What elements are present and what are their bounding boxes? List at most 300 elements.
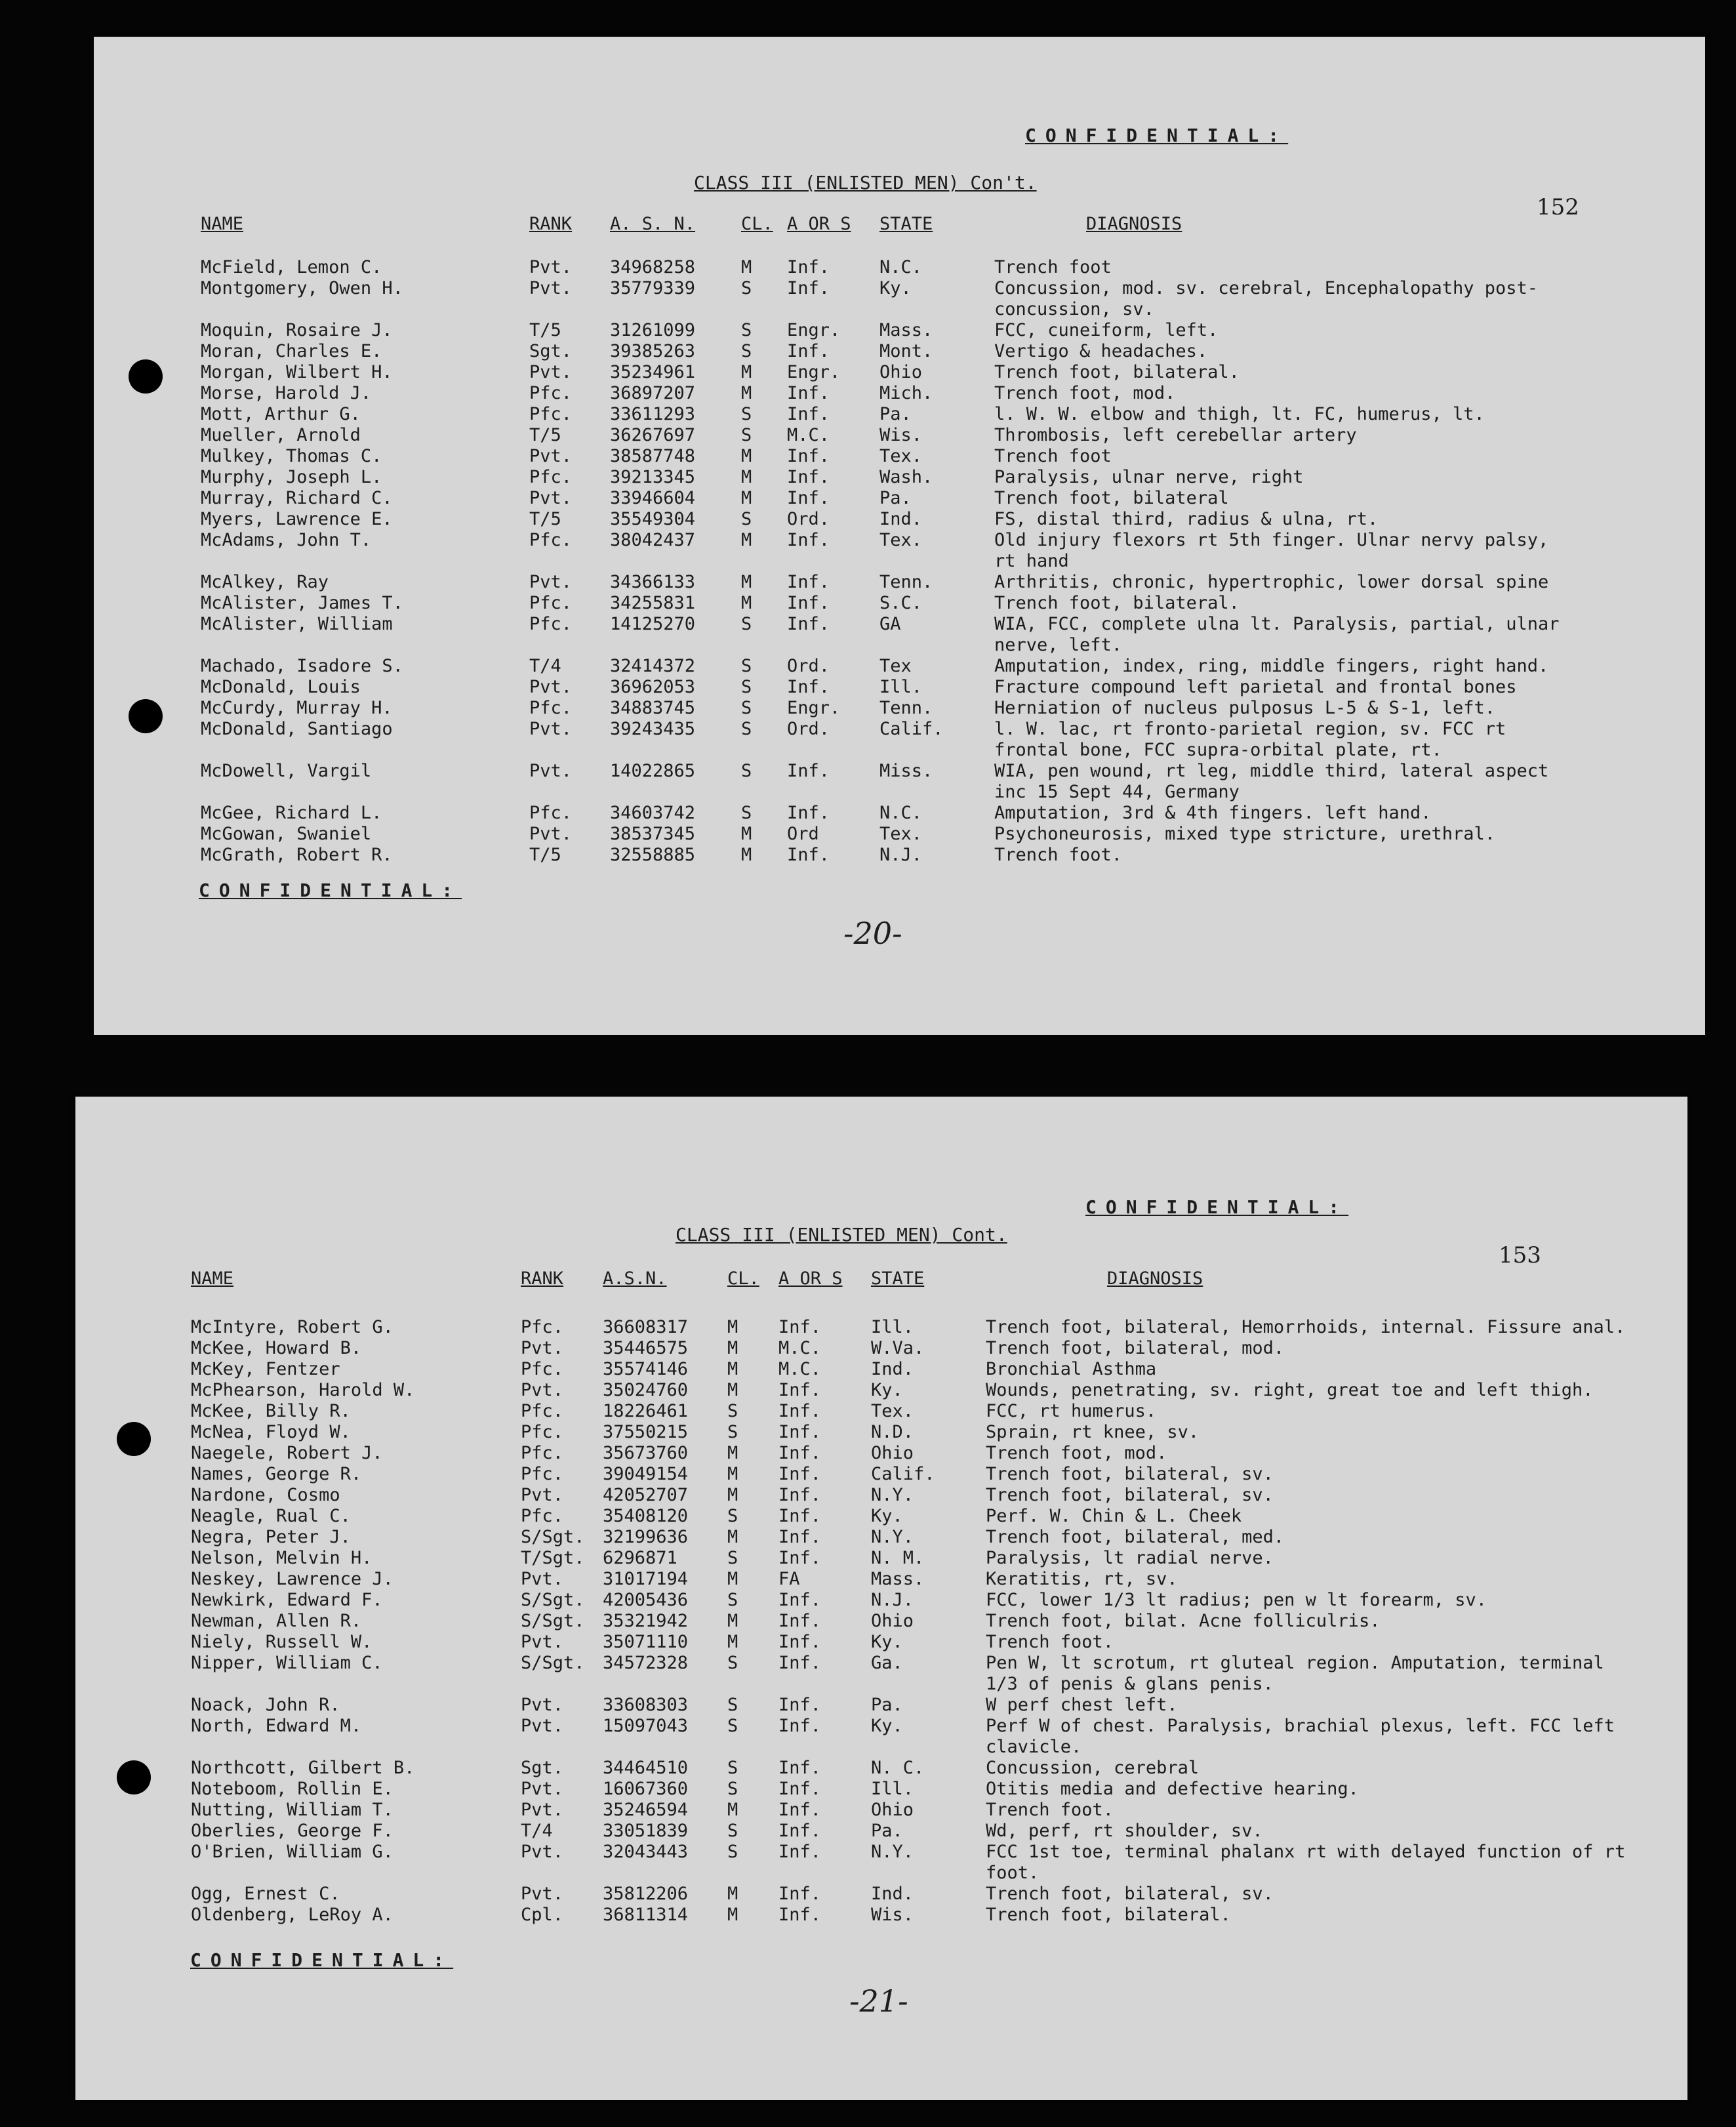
cell-cl: S (727, 1422, 738, 1442)
cell-state: Wash. (879, 467, 933, 487)
cell-state: N.Y. (871, 1485, 914, 1505)
cell-rank: Pvt. (529, 257, 573, 277)
page-number: 153 (1499, 1242, 1541, 1268)
cell-rank: T/4 (529, 656, 561, 676)
cell-state: Pa. (879, 488, 912, 508)
cell-a-or-s: Inf. (778, 1905, 822, 1925)
cell-diagnosis: FCC, rt humerus. (986, 1401, 1157, 1421)
cell-diagnosis: Perf. W. Chin & L. Cheek (986, 1506, 1242, 1526)
cell-state: N.Y. (871, 1842, 914, 1862)
cell-diagnosis: Trench foot, bilateral. (994, 362, 1240, 382)
cell-a-or-s: Inf. (778, 1527, 822, 1547)
cell-name: McKey, Fentzer (191, 1359, 340, 1379)
cell-diagnosis: Trench foot, bilateral, sv. (986, 1464, 1274, 1484)
cell-diagnosis: Trench foot. (986, 1800, 1114, 1820)
cell-rank: Pvt. (529, 677, 573, 697)
cell-state: N. M. (871, 1548, 925, 1568)
cell-cl: M (741, 446, 752, 466)
cell-cl: M (741, 845, 752, 865)
cell-asn: 36897207 (610, 383, 696, 403)
cell-name: Murray, Richard C. (201, 488, 393, 508)
cell-name: Myers, Lawrence E. (201, 509, 393, 529)
cell-state: Wis. (871, 1905, 914, 1925)
cell-state: Ind. (879, 509, 923, 529)
cell-name: Noack, John R. (191, 1695, 340, 1715)
cell-rank: Pfc. (529, 803, 573, 823)
cell-asn: 39049154 (603, 1464, 689, 1484)
header-a-or-s: A OR S (778, 1268, 843, 1289)
header-rank: RANK (529, 214, 573, 234)
confidential-header: CONFIDENTIAL: (1085, 1196, 1349, 1218)
cell-rank: T/5 (529, 845, 561, 865)
cell-a-or-s: Inf. (778, 1632, 822, 1652)
cell-cl: S (727, 1695, 738, 1715)
cell-a-or-s: Inf. (778, 1611, 822, 1631)
cell-cl: M (741, 593, 752, 613)
cell-state: Mass. (871, 1569, 925, 1589)
cell-cl: M (727, 1884, 738, 1904)
cell-asn: 31017194 (603, 1569, 689, 1589)
cell-asn: 32199636 (603, 1527, 689, 1547)
cell-a-or-s: Inf. (778, 1548, 822, 1568)
cell-asn: 33611293 (610, 404, 696, 424)
cell-rank: Pvt. (521, 1716, 564, 1736)
cell-rank: Pvt. (521, 1842, 564, 1862)
cell-rank: Sgt. (521, 1758, 564, 1778)
cell-name: Negra, Peter J. (191, 1527, 351, 1547)
cell-state: Tex. (871, 1401, 914, 1421)
cell-state: Ohio (871, 1800, 914, 1820)
cell-asn: 42005436 (603, 1590, 689, 1610)
cell-name: Oberlies, George F. (191, 1821, 394, 1841)
cell-a-or-s: Inf. (778, 1716, 822, 1736)
cell-diagnosis: FCC 1st toe, terminal phalanx rt with delayed function of rt foot. (986, 1842, 1626, 1883)
cell-a-or-s: Engr. (787, 362, 841, 382)
cell-diagnosis: Bronchial Asthma (986, 1359, 1157, 1379)
cell-rank: Pfc. (521, 1464, 564, 1484)
cell-cl: S (741, 614, 752, 634)
cell-asn: 36608317 (603, 1317, 689, 1337)
cell-state: Calif. (879, 719, 944, 739)
header-asn: A. S. N. (610, 214, 696, 234)
cell-diagnosis: FS, distal third, radius & ulna, rt. (994, 509, 1379, 529)
cell-a-or-s: Engr. (787, 698, 841, 718)
cell-state: Ohio (879, 362, 923, 382)
punch-hole (129, 699, 163, 733)
cell-asn: 35446575 (603, 1338, 689, 1358)
cell-cl: S (741, 677, 752, 697)
cell-cl: S (727, 1653, 738, 1673)
cell-rank: S/Sgt. (521, 1611, 585, 1631)
cell-a-or-s: Inf. (787, 572, 830, 592)
cell-diagnosis: Amputation, index, ring, middle fingers, right hand. (994, 656, 1549, 676)
header-cl: CL. (741, 214, 773, 234)
cell-name: McKee, Billy R. (191, 1401, 351, 1421)
cell-name: McDowell, Vargil (201, 761, 372, 781)
cell-diagnosis: l. W. W. elbow and thigh, lt. FC, humerus, lt. (994, 404, 1485, 424)
cell-asn: 37550215 (603, 1422, 689, 1442)
punch-hole (117, 1422, 151, 1456)
cell-name: Machado, Isadore S. (201, 656, 403, 676)
cell-a-or-s: Inf. (778, 1821, 822, 1841)
cell-a-or-s: Inf. (778, 1485, 822, 1505)
cell-asn: 35779339 (610, 278, 696, 298)
cell-state: W.Va. (871, 1338, 925, 1358)
cell-rank: Pfc. (529, 404, 573, 424)
cell-cl: M (727, 1527, 738, 1547)
cell-rank: Pvt. (521, 1884, 564, 1904)
cell-a-or-s: Inf. (778, 1779, 822, 1799)
cell-asn: 32558885 (610, 845, 696, 865)
cell-asn: 35071110 (603, 1632, 689, 1652)
cell-name: McGowan, Swaniel (201, 824, 372, 844)
cell-cl: M (727, 1611, 738, 1631)
confidential-footer: CONFIDENTIAL: (199, 880, 462, 901)
cell-name: McAlister, William (201, 614, 393, 634)
cell-state: S.C. (879, 593, 923, 613)
cell-a-or-s: Inf. (778, 1506, 822, 1526)
cell-asn: 6296871 (603, 1548, 677, 1568)
cell-diagnosis: Psychoneurosis, mixed type stricture, urethral. (994, 824, 1496, 844)
cell-cl: S (741, 320, 752, 340)
cell-asn: 33051839 (603, 1821, 689, 1841)
cell-rank: Pvt. (529, 719, 573, 739)
cell-rank: S/Sgt. (521, 1590, 585, 1610)
cell-state: Ky. (871, 1380, 903, 1400)
cell-name: Mueller, Arnold (201, 425, 361, 445)
cell-a-or-s: M.C. (787, 425, 830, 445)
cell-state: N.J. (879, 845, 923, 865)
cell-cl: M (741, 824, 752, 844)
cell-rank: Pvt. (521, 1800, 564, 1820)
cell-state: N.D. (871, 1422, 914, 1442)
cell-name: Newman, Allen R. (191, 1611, 362, 1631)
confidential-footer: CONFIDENTIAL: (190, 1949, 454, 1971)
cell-state: Wis. (879, 425, 923, 445)
cell-asn: 39213345 (610, 467, 696, 487)
cell-state: Ill. (871, 1317, 914, 1337)
cell-state: N.C. (879, 803, 923, 823)
cell-diagnosis: Wounds, penetrating, sv. right, great toe and left thigh. (986, 1380, 1594, 1400)
cell-state: Ill. (879, 677, 923, 697)
cell-cl: M (741, 257, 752, 277)
cell-asn: 34464510 (603, 1758, 689, 1778)
cell-a-or-s: Inf. (778, 1443, 822, 1463)
cell-cl: M (727, 1485, 738, 1505)
cell-asn: 34572328 (603, 1653, 689, 1673)
cell-diagnosis: Amputation, 3rd & 4th fingers. left hand. (994, 803, 1432, 823)
cell-diagnosis: Trench foot, bilateral, med. (986, 1527, 1285, 1547)
cell-state: GA (879, 614, 901, 634)
cell-asn: 35321942 (603, 1611, 689, 1631)
cell-asn: 35234961 (610, 362, 696, 382)
cell-name: McAlkey, Ray (201, 572, 329, 592)
cell-cl: M (727, 1443, 738, 1463)
cell-cl: M (727, 1569, 738, 1589)
cell-state: Mass. (879, 320, 933, 340)
cell-name: Niely, Russell W. (191, 1632, 373, 1652)
cell-state: Tex (879, 656, 912, 676)
cell-asn: 42052707 (603, 1485, 689, 1505)
cell-a-or-s: Inf. (787, 530, 830, 550)
cell-name: McDonald, Louis (201, 677, 361, 697)
cell-cl: S (727, 1758, 738, 1778)
cell-state: Ind. (871, 1359, 914, 1379)
cell-diagnosis: Trench foot, bilateral, mod. (986, 1338, 1285, 1358)
cell-cl: S (741, 698, 752, 718)
cell-a-or-s: Ord. (787, 509, 830, 529)
cell-cl: M (741, 530, 752, 550)
cell-diagnosis: Thrombosis, left cerebellar artery (994, 425, 1357, 445)
cell-a-or-s: Ord. (787, 719, 830, 739)
cell-cl: S (727, 1590, 738, 1610)
cell-state: Tex. (879, 824, 923, 844)
cell-diagnosis: Otitis media and defective hearing. (986, 1779, 1359, 1799)
cell-diagnosis: Trench foot, bilat. Acne folliculris. (986, 1611, 1381, 1631)
cell-state: Tex. (879, 530, 923, 550)
cell-cl: M (727, 1800, 738, 1820)
cell-state: Tenn. (879, 572, 933, 592)
cell-asn: 35024760 (603, 1380, 689, 1400)
cell-asn: 35574146 (603, 1359, 689, 1379)
cell-rank: Pvt. (529, 824, 573, 844)
cell-diagnosis: Paralysis, lt radial nerve. (986, 1548, 1274, 1568)
cell-a-or-s: Ord. (787, 656, 830, 676)
cell-name: Mulkey, Thomas C. (201, 446, 382, 466)
cell-name: McAlister, James T. (201, 593, 403, 613)
cell-name: Nardone, Cosmo (191, 1485, 340, 1505)
cell-a-or-s: Inf. (778, 1695, 822, 1715)
cell-cl: S (727, 1506, 738, 1526)
cell-cl: S (741, 761, 752, 781)
cell-cl: M (727, 1464, 738, 1484)
cell-a-or-s: M.C. (778, 1359, 822, 1379)
cell-asn: 34255831 (610, 593, 696, 613)
cell-diagnosis: Fracture compound left parietal and frontal bones (994, 677, 1517, 697)
cell-cl: S (727, 1842, 738, 1862)
cell-name: Morgan, Wilbert H. (201, 362, 393, 382)
cell-diagnosis: Trench foot, mod. (986, 1443, 1167, 1463)
cell-state: Ohio (871, 1611, 914, 1631)
cell-asn: 39243435 (610, 719, 696, 739)
cell-asn: 36962053 (610, 677, 696, 697)
cell-diagnosis: Arthritis, chronic, hypertrophic, lower dorsal spine (994, 572, 1549, 592)
cell-name: O'Brien, William G. (191, 1842, 394, 1862)
cell-cl: S (727, 1779, 738, 1799)
cell-state: Ky. (871, 1632, 903, 1652)
cell-a-or-s: Inf. (778, 1653, 822, 1673)
cell-asn: 31261099 (610, 320, 696, 340)
cell-diagnosis: Trench foot. (986, 1632, 1114, 1652)
cell-rank: Pvt. (529, 761, 573, 781)
cell-state: N. C. (871, 1758, 925, 1778)
cell-diagnosis: Concussion, mod. sv. cerebral, Encephalopathy post-concussion, sv. (994, 278, 1539, 319)
cell-state: Ky. (871, 1506, 903, 1526)
cell-diagnosis: Trench foot, bilateral, Hemorrhoids, internal. Fissure anal. (986, 1317, 1626, 1337)
cell-cl: S (741, 719, 752, 739)
cell-asn: 16067360 (603, 1779, 689, 1799)
cell-asn: 18226461 (603, 1401, 689, 1421)
cell-name: Morse, Harold J. (201, 383, 372, 403)
cell-cl: M (727, 1632, 738, 1652)
cell-asn: 35246594 (603, 1800, 689, 1820)
header-rank: RANK (521, 1268, 564, 1289)
cell-cl: S (741, 278, 752, 298)
cell-name: Newkirk, Edward F. (191, 1590, 383, 1610)
cell-rank: Pvt. (521, 1380, 564, 1400)
cell-rank: Pfc. (529, 467, 573, 487)
cell-diagnosis: Trench foot, bilateral. (994, 593, 1240, 613)
cell-cl: S (727, 1716, 738, 1736)
cell-cl: M (741, 488, 752, 508)
cell-name: McAdams, John T. (201, 530, 372, 550)
cell-name: McNea, Floyd W. (191, 1422, 351, 1442)
cell-a-or-s: Inf. (778, 1401, 822, 1421)
cell-diagnosis: Sprain, rt knee, sv. (986, 1422, 1200, 1442)
cell-name: Neagle, Rual C. (191, 1506, 351, 1526)
cell-a-or-s: Inf. (778, 1464, 822, 1484)
cell-rank: Pvt. (529, 572, 573, 592)
cell-diagnosis: FCC, lower 1/3 lt radius; pen w lt forearm, sv. (986, 1590, 1487, 1610)
cell-name: McField, Lemon C. (201, 257, 382, 277)
header-a-or-s: A OR S (787, 214, 851, 234)
cell-name: McGee, Richard L. (201, 803, 382, 823)
cell-asn: 35673760 (603, 1443, 689, 1463)
cell-name: Oldenberg, LeRoy A. (191, 1905, 394, 1925)
cell-diagnosis: Pen W, lt scrotum, rt gluteal region. Amputation, terminal 1/3 of penis & glans penis. (986, 1653, 1604, 1694)
cell-name: North, Edward M. (191, 1716, 362, 1736)
cell-diagnosis: Herniation of nucleus pulposus L-5 & S-1, left. (994, 698, 1496, 718)
cell-asn: 32043443 (603, 1842, 689, 1862)
cell-rank: Pvt. (521, 1569, 564, 1589)
cell-state: Tex. (879, 446, 923, 466)
cell-name: Murphy, Joseph L. (201, 467, 382, 487)
cell-name: Names, George R. (191, 1464, 362, 1484)
cell-a-or-s: FA (778, 1569, 800, 1589)
cell-a-or-s: Inf. (778, 1842, 822, 1862)
cell-diagnosis: W perf chest left. (986, 1695, 1178, 1715)
cell-asn: 34968258 (610, 257, 696, 277)
cell-a-or-s: Engr. (787, 320, 841, 340)
cell-diagnosis: Trench foot (994, 446, 1112, 466)
cell-a-or-s: Inf. (787, 467, 830, 487)
cell-state: Ky. (879, 278, 912, 298)
cell-name: Neskey, Lawrence J. (191, 1569, 394, 1589)
cell-diagnosis: Old injury flexors rt 5th finger. Ulnar nervy palsy, rt hand (994, 530, 1549, 571)
cell-a-or-s: Inf. (787, 446, 830, 466)
cell-diagnosis: Trench foot, bilateral, sv. (986, 1485, 1274, 1505)
cell-diagnosis: Trench foot, bilateral, sv. (986, 1884, 1274, 1904)
cell-cl: M (727, 1905, 738, 1925)
cell-rank: S/Sgt. (521, 1653, 585, 1673)
cell-rank: Pfc. (529, 530, 573, 550)
cell-state: Ohio (871, 1443, 914, 1463)
cell-rank: S/Sgt. (521, 1527, 585, 1547)
cell-rank: Pfc. (529, 614, 573, 634)
cell-state: N.J. (871, 1590, 914, 1610)
confidential-header: CONFIDENTIAL: (1025, 125, 1289, 146)
cell-cl: S (741, 341, 752, 361)
cell-asn: 33946604 (610, 488, 696, 508)
cell-rank: Pvt. (521, 1779, 564, 1799)
cell-rank: Pfc. (521, 1506, 564, 1526)
cell-rank: T/Sgt. (521, 1548, 585, 1568)
cell-asn: 33608303 (603, 1695, 689, 1715)
cell-name: Moquin, Rosaire J. (201, 320, 393, 340)
cell-cl: S (727, 1548, 738, 1568)
cell-cl: S (741, 803, 752, 823)
punch-hole (129, 359, 163, 394)
cell-state: N.C. (879, 257, 923, 277)
cell-rank: Pfc. (521, 1317, 564, 1337)
cell-rank: Pfc. (521, 1422, 564, 1442)
cell-name: Noteboom, Rollin E. (191, 1779, 394, 1799)
cell-rank: T/5 (529, 509, 561, 529)
cell-rank: Pvt. (529, 278, 573, 298)
cell-state: Pa. (871, 1821, 903, 1841)
cell-state: N.Y. (871, 1527, 914, 1547)
folio-number: -20- (843, 916, 902, 951)
cell-asn: 35812206 (603, 1884, 689, 1904)
class-title: CLASS III (ENLISTED MEN) Cont. (676, 1224, 1007, 1246)
cell-rank: Pfc. (529, 593, 573, 613)
cell-a-or-s: Inf. (787, 341, 830, 361)
cell-state: Mich. (879, 383, 933, 403)
cell-rank: T/5 (529, 425, 561, 445)
cell-asn: 14125270 (610, 614, 696, 634)
cell-a-or-s: Inf. (778, 1380, 822, 1400)
cell-diagnosis: l. W. lac, rt fronto-parietal region, sv. FCC rt frontal bone, FCC supra-orbital plate, rt. (994, 719, 1506, 760)
cell-state: Calif. (871, 1464, 935, 1484)
cell-a-or-s: Inf. (778, 1590, 822, 1610)
cell-diagnosis: Trench foot. (994, 845, 1123, 865)
cell-a-or-s: Inf. (787, 278, 830, 298)
cell-a-or-s: Inf. (787, 593, 830, 613)
cell-name: Nipper, William C. (191, 1653, 383, 1673)
cell-rank: Pfc. (529, 698, 573, 718)
cell-diagnosis: Trench foot, bilateral. (986, 1905, 1231, 1925)
cell-diagnosis: Trench foot, bilateral (994, 488, 1229, 508)
cell-rank: Pvt. (529, 446, 573, 466)
cell-name: McCurdy, Murray H. (201, 698, 393, 718)
cell-rank: Pvt. (521, 1338, 564, 1358)
header-state: STATE (871, 1268, 925, 1289)
cell-diagnosis: Wd, perf, rt shoulder, sv. (986, 1821, 1263, 1841)
cell-a-or-s: Inf. (778, 1758, 822, 1778)
cell-a-or-s: Inf. (787, 677, 830, 697)
cell-a-or-s: Inf. (787, 383, 830, 403)
cell-asn: 38537345 (610, 824, 696, 844)
cell-cl: M (727, 1338, 738, 1358)
class-title: CLASS III (ENLISTED MEN) Con't. (694, 172, 1037, 193)
cell-cl: S (741, 404, 752, 424)
header-cl: CL. (727, 1268, 759, 1289)
cell-name: Nutting, William T. (191, 1800, 394, 1820)
header-name: NAME (191, 1268, 234, 1289)
cell-a-or-s: Ord (787, 824, 819, 844)
cell-cl: M (727, 1380, 738, 1400)
cell-name: Mott, Arthur G. (201, 404, 361, 424)
cell-asn: 35408120 (603, 1506, 689, 1526)
cell-asn: 34366133 (610, 572, 696, 592)
cell-diagnosis: Trench foot (994, 257, 1112, 277)
cell-state: Ky. (871, 1716, 903, 1736)
cell-state: Pa. (879, 404, 912, 424)
document-sheet-2 (75, 1097, 1687, 2100)
cell-diagnosis: Concussion, cerebral (986, 1758, 1200, 1778)
header-diagnosis: DIAGNOSIS (1086, 214, 1182, 234)
header-name: NAME (201, 214, 244, 234)
